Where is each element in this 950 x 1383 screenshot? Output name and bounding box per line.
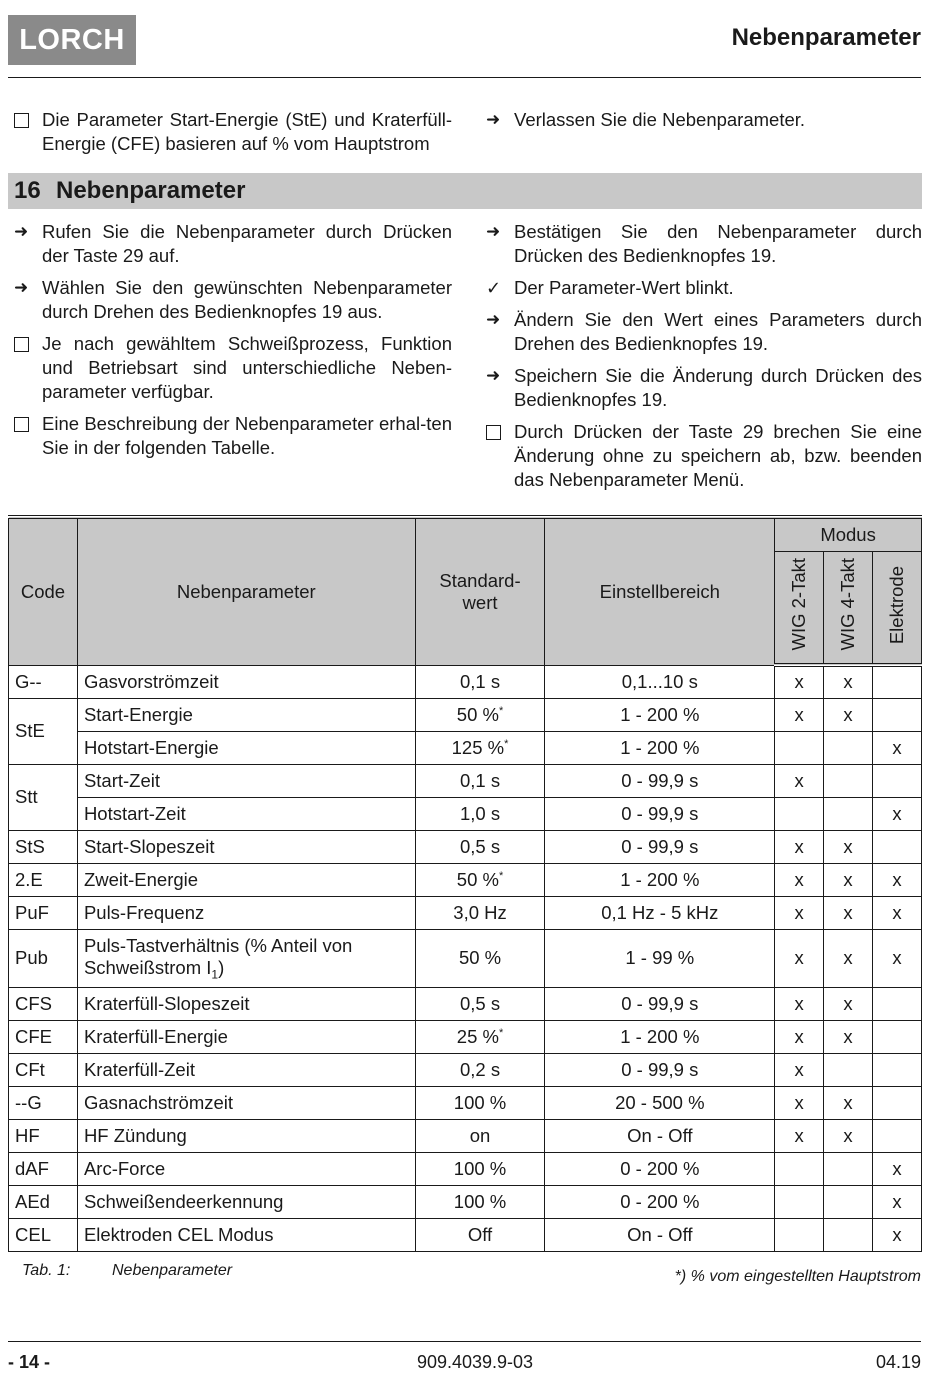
cell-default bbox=[415, 929, 545, 987]
header-range: Einstellbereich bbox=[545, 517, 775, 665]
cell-mode: x bbox=[824, 1020, 873, 1053]
checkbox-bullet-icon bbox=[14, 332, 42, 358]
cell-code: PuF bbox=[9, 896, 78, 929]
cell-default bbox=[415, 764, 545, 797]
list-item-text: Bestätigen Sie den Nebenparameter durch Drücken des Bedienknopfes 19. bbox=[514, 221, 922, 266]
brand-logo: LORCH bbox=[8, 15, 136, 65]
cell-mode: x bbox=[873, 1152, 922, 1185]
parameter-name: Start-Energie bbox=[83, 703, 193, 725]
cell-default bbox=[415, 1119, 545, 1152]
cell-mode bbox=[824, 1152, 873, 1185]
default-value: on bbox=[469, 1124, 491, 1146]
cell-code: CFS bbox=[9, 987, 78, 1020]
arrow-right-icon: ➜ bbox=[14, 222, 29, 241]
cell-mode: x bbox=[775, 896, 824, 929]
cell-mode: x bbox=[824, 987, 873, 1020]
parameter-name: Puls-Tastverhältnis (% Anteil von Schweißstrom I bbox=[83, 934, 353, 978]
cell-mode bbox=[873, 987, 922, 1020]
cell-range: 0 - 99,9 s bbox=[545, 830, 775, 863]
list-item-text: Verlassen Sie die Nebenparameter. bbox=[514, 109, 806, 130]
cell-mode: x bbox=[775, 764, 824, 797]
cell-range: 1 - 200 % bbox=[545, 698, 775, 731]
cell-parameter bbox=[77, 1152, 415, 1185]
cell-parameter bbox=[77, 1218, 415, 1251]
cell-parameter bbox=[77, 731, 415, 764]
parameter-name: Start-Slopeszeit bbox=[83, 835, 215, 857]
cell-parameter bbox=[77, 896, 415, 929]
cell-mode: x bbox=[873, 797, 922, 830]
table-caption-label: Tab. 1: bbox=[22, 1262, 71, 1279]
cell-mode: x bbox=[775, 863, 824, 896]
cell-range: 0 - 99,9 s bbox=[545, 764, 775, 797]
header-modus: Modus bbox=[775, 517, 922, 551]
cell-parameter bbox=[77, 1053, 415, 1086]
cell-range: 0 - 99,9 s bbox=[545, 987, 775, 1020]
list-item-text: Der Parameter-Wert blinkt. bbox=[514, 277, 734, 298]
cell-code: G-- bbox=[9, 665, 78, 698]
cell-mode bbox=[873, 764, 922, 797]
cell-parameter bbox=[77, 830, 415, 863]
cell-mode bbox=[873, 1053, 922, 1086]
cell-default bbox=[415, 698, 545, 731]
header-parameter: Nebenparameter bbox=[77, 517, 415, 665]
list-item bbox=[486, 364, 922, 412]
cell-mode: x bbox=[824, 896, 873, 929]
cell-default bbox=[415, 731, 545, 764]
default-value: 100 % bbox=[453, 1190, 507, 1212]
cell-range: On - Off bbox=[545, 1119, 775, 1152]
arrow-right-icon: ➜ bbox=[486, 310, 501, 329]
table-row bbox=[9, 1152, 922, 1185]
cell-range: 0 - 99,9 s bbox=[545, 797, 775, 830]
table-caption bbox=[22, 1262, 232, 1280]
cell-mode: x bbox=[824, 929, 873, 987]
list-item-text: Rufen Sie die Nebenparameter durch Drücken der Taste 29 auf. bbox=[42, 221, 452, 266]
cell-mode bbox=[873, 1020, 922, 1053]
default-value: 0,5 s bbox=[459, 992, 501, 1014]
cell-mode bbox=[775, 1185, 824, 1218]
cell-mode: x bbox=[775, 665, 824, 698]
cell-range: 1 - 99 % bbox=[545, 929, 775, 987]
table-row bbox=[9, 929, 922, 987]
cell-mode bbox=[824, 764, 873, 797]
default-value: 0,1 s bbox=[459, 769, 501, 791]
table-row bbox=[9, 1053, 922, 1086]
cell-mode: x bbox=[824, 1086, 873, 1119]
cell-code: AEd bbox=[9, 1185, 78, 1218]
page-title: Nebenparameter bbox=[731, 24, 921, 51]
parameter-name: Elektroden CEL Modus bbox=[83, 1223, 274, 1245]
cell-parameter bbox=[77, 1185, 415, 1218]
cell-mode: x bbox=[824, 698, 873, 731]
table-row bbox=[9, 987, 922, 1020]
cell-default bbox=[415, 1020, 545, 1053]
default-value: 50 % bbox=[458, 947, 502, 968]
parameter-name: Kraterfüll-Energie bbox=[83, 1025, 228, 1047]
checkbox-bullet-icon bbox=[14, 108, 42, 134]
cell-default bbox=[415, 830, 545, 863]
parameter-name: Gasvorströmzeit bbox=[83, 670, 219, 692]
header-code: Code bbox=[9, 517, 78, 665]
header-default-line2: wert bbox=[462, 591, 498, 613]
default-value: 0,5 s bbox=[459, 835, 501, 857]
parameter-name: Hotstart-Energie bbox=[83, 736, 219, 758]
cell-code: dAF bbox=[9, 1152, 78, 1185]
arrow-right-icon: ➜ bbox=[14, 278, 29, 297]
arrow-right-icon: ➜ bbox=[486, 222, 501, 241]
section-number: 16 bbox=[14, 177, 41, 204]
cell-range: 1 - 200 % bbox=[545, 1020, 775, 1053]
list-item-text: Eine Beschreibung der Nebenparameter erhal-ten Sie in der folgenden Tabelle. bbox=[42, 413, 452, 458]
arrow-right-icon: ➜ bbox=[486, 110, 501, 129]
checkbox-bullet-icon bbox=[14, 412, 42, 438]
list-item bbox=[486, 108, 922, 132]
cell-range: 0 - 200 % bbox=[545, 1152, 775, 1185]
list-item-text: Durch Drücken der Taste 29 brechen Sie eine Änderung ohne zu speichern ab, bzw. beenden das Nebenparameter Menü. bbox=[514, 421, 922, 490]
cell-mode bbox=[873, 698, 922, 731]
cell-mode: x bbox=[824, 665, 873, 698]
cell-mode: x bbox=[873, 1185, 922, 1218]
list-item-text: Speichern Sie die Änderung durch Drücken des Bedienknopfes 19. bbox=[514, 365, 922, 410]
cell-parameter bbox=[77, 863, 415, 896]
parameter-name: Arc-Force bbox=[83, 1157, 166, 1179]
cell-code: StS bbox=[9, 830, 78, 863]
cell-code: StE bbox=[9, 698, 78, 764]
cell-parameter bbox=[77, 698, 415, 731]
table-row bbox=[9, 1185, 922, 1218]
cell-mode bbox=[775, 1152, 824, 1185]
table-row bbox=[9, 764, 922, 797]
list-item bbox=[14, 108, 452, 156]
footnote-marker: * bbox=[504, 737, 509, 750]
default-value: 50 % bbox=[456, 868, 499, 890]
cell-mode bbox=[775, 797, 824, 830]
cell-default bbox=[415, 1218, 545, 1251]
list-item bbox=[486, 308, 922, 356]
cell-default bbox=[415, 1086, 545, 1119]
cell-mode bbox=[824, 1218, 873, 1251]
cell-range: 0,1 Hz - 5 kHz bbox=[545, 896, 775, 929]
cell-mode: x bbox=[824, 1119, 873, 1152]
cell-default bbox=[415, 863, 545, 896]
table-row bbox=[9, 1119, 922, 1152]
parameter-name: Schweißendeerkennung bbox=[83, 1190, 284, 1212]
table-row bbox=[9, 1020, 922, 1053]
cell-mode: x bbox=[873, 731, 922, 764]
document-number: 909.4039.9-03 bbox=[416, 1352, 534, 1372]
intro-left-column bbox=[14, 108, 452, 164]
cell-mode: x bbox=[873, 863, 922, 896]
cell-parameter bbox=[77, 1020, 415, 1053]
cell-mode: x bbox=[775, 1119, 824, 1152]
arrow-right-icon: ➜ bbox=[486, 366, 501, 385]
document-date: 04.19 bbox=[875, 1352, 921, 1372]
header-mode-electrode: Elektrode bbox=[873, 551, 922, 665]
cell-parameter bbox=[77, 929, 415, 987]
footnote-marker: * bbox=[498, 704, 504, 717]
header-mode-wig4: WIG 4-Takt bbox=[824, 551, 873, 665]
list-item bbox=[14, 220, 452, 268]
default-value: 50 % bbox=[456, 703, 499, 725]
cell-range: 0 - 200 % bbox=[545, 1185, 775, 1218]
header-default bbox=[415, 517, 545, 665]
cell-code: CEL bbox=[9, 1218, 78, 1251]
cell-range: 0,1...10 s bbox=[545, 665, 775, 698]
cell-mode: x bbox=[775, 987, 824, 1020]
list-item-text: Wählen Sie den gewünschten Nebenparameter durch Drehen des Bedienknopfes 19 aus. bbox=[42, 277, 452, 322]
table-row bbox=[9, 896, 922, 929]
cell-code: CFt bbox=[9, 1053, 78, 1086]
cell-mode bbox=[873, 665, 922, 698]
cell-parameter bbox=[77, 797, 415, 830]
cell-mode: x bbox=[873, 929, 922, 987]
cell-mode bbox=[824, 797, 873, 830]
list-item bbox=[14, 332, 452, 404]
table-row bbox=[9, 863, 922, 896]
parameter-table bbox=[8, 515, 922, 1252]
cell-parameter bbox=[77, 665, 415, 698]
list-item bbox=[486, 220, 922, 268]
table-caption-text: Nebenparameter bbox=[112, 1262, 233, 1279]
default-value: 25 % bbox=[456, 1025, 499, 1047]
cell-default bbox=[415, 797, 545, 830]
cell-mode bbox=[824, 1053, 873, 1086]
cell-default bbox=[415, 987, 545, 1020]
cell-mode bbox=[824, 731, 873, 764]
parameter-name: HF Zündung bbox=[83, 1124, 187, 1146]
default-value: 1,0 s bbox=[459, 802, 501, 824]
table-row bbox=[9, 797, 922, 830]
cell-mode: x bbox=[873, 1218, 922, 1251]
cell-mode bbox=[873, 1119, 922, 1152]
cell-range: On - Off bbox=[545, 1218, 775, 1251]
cell-default bbox=[415, 896, 545, 929]
list-item bbox=[14, 276, 452, 324]
checkbox-bullet-icon bbox=[486, 420, 514, 446]
default-value: 100 % bbox=[453, 1091, 507, 1113]
cell-mode bbox=[873, 1086, 922, 1119]
table-row bbox=[9, 1086, 922, 1119]
list-item-text: Ändern Sie den Wert eines Parameters durch Drehen des Bedienknopfes 19. bbox=[514, 309, 922, 354]
cell-mode: x bbox=[824, 863, 873, 896]
header-divider bbox=[8, 77, 921, 78]
footnote-marker: * bbox=[498, 1026, 504, 1039]
instructions-left-column bbox=[14, 220, 452, 468]
cell-code: HF bbox=[9, 1119, 78, 1152]
intro-right-column bbox=[486, 108, 922, 140]
parameter-name: Hotstart-Zeit bbox=[83, 802, 186, 824]
parameter-subscript: 1 bbox=[211, 967, 219, 982]
table-row bbox=[9, 1218, 922, 1251]
list-item bbox=[486, 276, 922, 300]
cell-parameter bbox=[77, 1086, 415, 1119]
cell-default bbox=[415, 665, 545, 698]
header-default-line1: Standard- bbox=[439, 569, 521, 591]
cell-mode bbox=[775, 731, 824, 764]
cell-mode: x bbox=[775, 698, 824, 731]
parameter-name: Puls-Frequenz bbox=[83, 901, 205, 923]
parameter-name: Kraterfüll-Zeit bbox=[83, 1058, 195, 1080]
parameter-name: Gasnachströmzeit bbox=[83, 1091, 234, 1113]
cell-mode bbox=[824, 1185, 873, 1218]
cell-parameter bbox=[77, 987, 415, 1020]
table-row bbox=[9, 665, 922, 698]
parameter-suffix: ) bbox=[218, 956, 225, 978]
parameter-table-body bbox=[9, 665, 922, 1251]
cell-code: --G bbox=[9, 1086, 78, 1119]
table-row bbox=[9, 830, 922, 863]
instructions-right-column bbox=[486, 220, 922, 500]
table-row bbox=[9, 731, 922, 764]
cell-mode bbox=[775, 1218, 824, 1251]
default-value: 100 % bbox=[453, 1157, 507, 1179]
list-item bbox=[486, 420, 922, 492]
cell-range: 0 - 99,9 s bbox=[545, 1053, 775, 1086]
cell-mode bbox=[873, 830, 922, 863]
cell-mode: x bbox=[873, 896, 922, 929]
cell-mode: x bbox=[824, 830, 873, 863]
cell-mode: x bbox=[775, 929, 824, 987]
cell-code: Stt bbox=[9, 764, 78, 830]
cell-mode: x bbox=[775, 1053, 824, 1086]
cell-parameter bbox=[77, 1119, 415, 1152]
header-mode-wig2: WIG 2-Takt bbox=[775, 551, 824, 665]
cell-code: 2.E bbox=[9, 863, 78, 896]
section-heading bbox=[8, 173, 922, 209]
checkmark-icon: ✓ bbox=[486, 278, 502, 298]
cell-mode: x bbox=[775, 1086, 824, 1119]
default-value: 0,1 s bbox=[459, 670, 501, 692]
list-item bbox=[14, 412, 452, 460]
section-title: Nebenparameter bbox=[56, 177, 246, 204]
list-item-text: Je nach gewähltem Schweißprozess, Funktion und Betriebsart sind unterschiedliche Neben-parameter verfügbar. bbox=[42, 333, 452, 402]
parameter-name: Start-Zeit bbox=[83, 769, 161, 791]
cell-default bbox=[415, 1185, 545, 1218]
cell-parameter bbox=[77, 764, 415, 797]
parameter-name: Kraterfüll-Slopeszeit bbox=[83, 992, 250, 1014]
cell-default bbox=[415, 1053, 545, 1086]
default-value: 0,2 s bbox=[459, 1058, 501, 1080]
default-value: Off bbox=[467, 1223, 493, 1245]
parameter-name: Zweit-Energie bbox=[83, 868, 199, 890]
cell-mode: x bbox=[775, 1020, 824, 1053]
cell-range: 20 - 500 % bbox=[545, 1086, 775, 1119]
page-number: - 14 - bbox=[8, 1352, 51, 1372]
list-item-text: Die Parameter Start-Energie (StE) und Kraterfüll-Energie (CFE) basieren auf % vom Hauptstrom bbox=[42, 109, 452, 154]
cell-code: CFE bbox=[9, 1020, 78, 1053]
cell-range: 1 - 200 % bbox=[545, 863, 775, 896]
cell-default bbox=[415, 1152, 545, 1185]
cell-range: 1 - 200 % bbox=[545, 731, 775, 764]
cell-mode: x bbox=[775, 830, 824, 863]
cell-code: Pub bbox=[9, 929, 78, 987]
table-row bbox=[9, 698, 922, 731]
footer-divider bbox=[8, 1341, 921, 1342]
footnote-marker: * bbox=[498, 869, 504, 882]
default-value: 125 % bbox=[451, 736, 505, 758]
table-footnote: *) % vom eingestellten Hauptstrom bbox=[674, 1268, 921, 1285]
default-value: 3,0 Hz bbox=[453, 901, 507, 923]
